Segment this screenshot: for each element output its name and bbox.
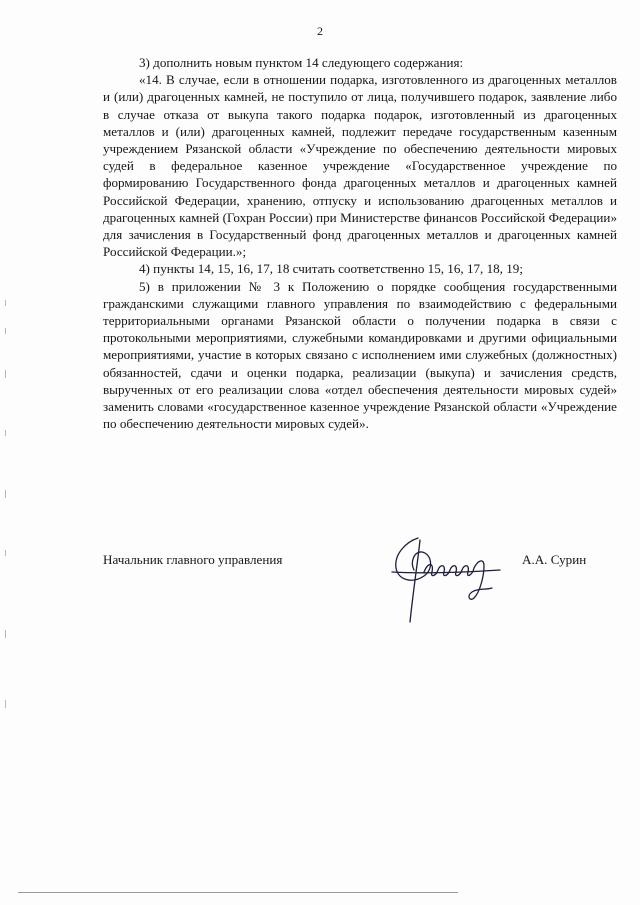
document-body [103, 54, 617, 432]
signatory-position: Начальник главного управления [103, 552, 283, 567]
paragraph-item-4: 4) пункты 14, 15, 16, 17, 18 считать соответственно 15, 16, 17, 18, 19; [139, 261, 523, 277]
paragraph-new-item-14: «14. В случае, если в отношении подарка, изготовленного из драгоценных металлов и (или) драгоценных камней, не поступило от лица, получившего подарок, заявление либо в случае отказа от выкупа такого подарка подарок, изготовленный из драгоценных металлов и (или) драгоценных камней, подлежит передаче государственным казенным учреждением Рязанской области «Учреждение по обеспечению деятельности мировых судей в федеральное казенное учреждение «Государственное учреждение по формированию Государственного фонда драгоценных металлов и драгоценных камней Российской Федерации, хранению, отпуску и использованию драгоценных металлов и драгоценных камней (Гохран России) при Министерстве финансов Российской Федерации» для зачисления в Государственный фонд драгоценных металлов и драгоценных камней Российской Федерации.»; [103, 72, 617, 260]
scan-margin-marks [4, 300, 7, 720]
page-number: 2 [317, 24, 323, 38]
paragraph-item-5: 5) в приложении № 3 к Положению о порядке сообщения государственными гражданскими служащими главного управления по взаимодействию с федеральными территориальными органами Рязанской области о получении подарка в связи с протокольными мероприятиями, служебными командировками и другими официальными мероприятиями, участие в которых связано с исполнением ими служебных (должностных) обязанностей, сдачи и оценки подарка, реализации (выкупа) и зачисления средств, вырученных от его реализации слова «отдел обеспечения деятельности мировых судей» заменить словами «государственное казенное учреждение Рязанской области «Учреждение по обеспечению деятельности мировых судей». [103, 278, 617, 432]
handwritten-signature [380, 532, 510, 632]
scan-bottom-edge-line [18, 892, 458, 893]
signatory-name: А.А. Сурин [522, 552, 587, 567]
paragraph-item-3: 3) дополнить новым пунктом 14 следующего содержания: [139, 55, 464, 70]
